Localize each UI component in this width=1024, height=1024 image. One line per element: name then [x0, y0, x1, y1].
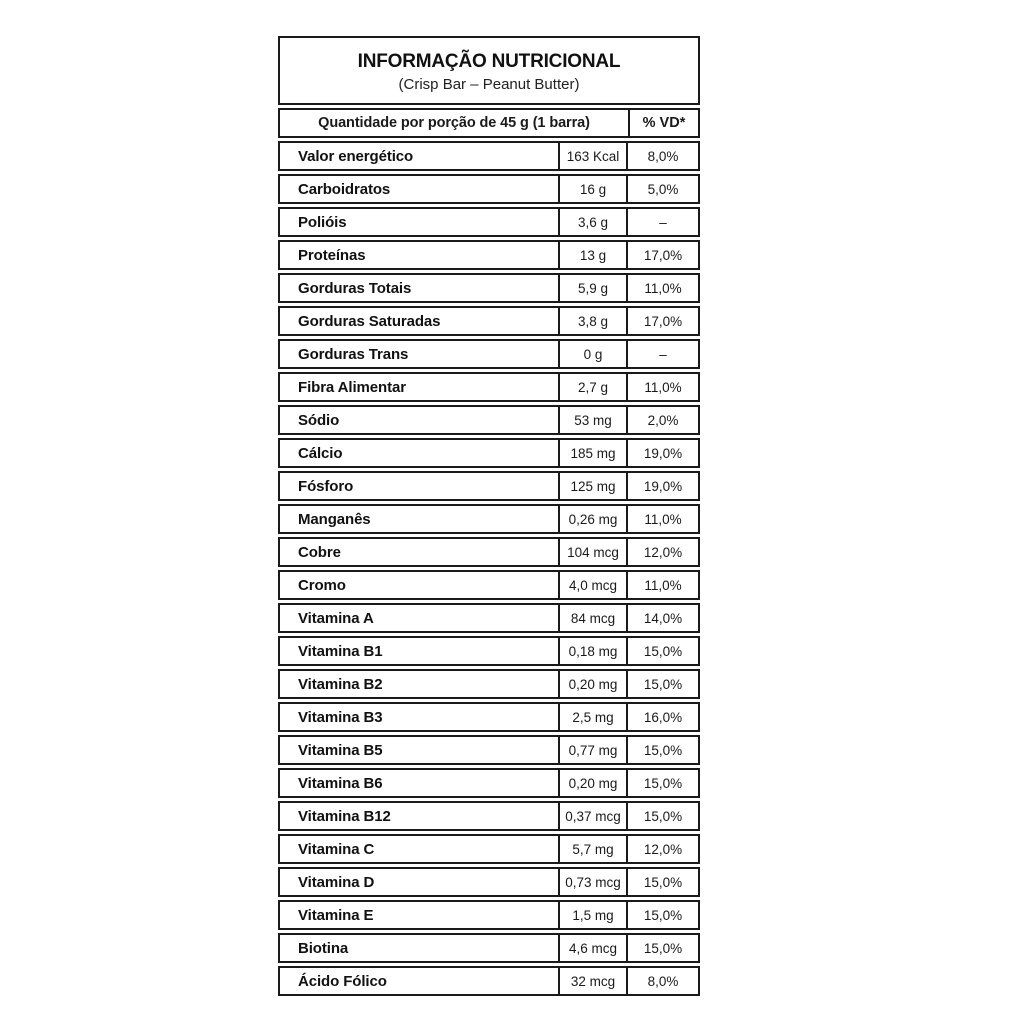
- nutrient-amount-cell: 2,7 g: [558, 374, 628, 400]
- nutrient-name-cell: Proteínas: [298, 246, 366, 264]
- daily-value-cell: 8,0%: [647, 148, 679, 164]
- nutrient-name-cell: Manganês: [298, 510, 371, 528]
- nutrient-amount-cell: 4,6 mcg: [558, 935, 628, 961]
- table-row: [278, 570, 700, 600]
- nutrient-amount-cell: 0,18 mg: [558, 638, 628, 664]
- table-row: [278, 867, 700, 897]
- nutrient-amount-cell: 0,37 mcg: [558, 803, 628, 829]
- daily-value-cell: 12,0%: [643, 544, 683, 560]
- daily-value-cell: 19,0%: [643, 478, 683, 494]
- daily-value-cell: 8,0%: [647, 973, 679, 989]
- nutrient-name-cell: Vitamina B6: [298, 774, 383, 792]
- daily-value-cell: 11,0%: [644, 280, 682, 296]
- daily-value-cell: 19,0%: [643, 445, 683, 461]
- nutrient-name-cell: Gorduras Totais: [298, 279, 412, 297]
- daily-value-cell: 11,0%: [644, 379, 682, 395]
- daily-value-cell: 2,0%: [647, 412, 679, 428]
- daily-value-cell: –: [659, 214, 667, 230]
- nutrient-amount-cell: 3,8 g: [558, 308, 628, 334]
- table-row: [278, 306, 700, 336]
- daily-value-cell: 15,0%: [643, 643, 683, 659]
- nutrient-amount-cell: 4,0 mcg: [558, 572, 628, 598]
- nutrient-amount-cell: 5,7 mg: [558, 836, 628, 862]
- table-row: [278, 207, 700, 237]
- daily-value-cell: 11,0%: [644, 577, 682, 593]
- table-row: [278, 471, 700, 501]
- table-row: [278, 933, 700, 963]
- daily-value-cell: 11,0%: [644, 511, 682, 527]
- table-row: [278, 405, 700, 435]
- nutrient-amount-cell: 0,20 mg: [558, 770, 628, 796]
- table-body: [278, 141, 700, 996]
- daily-value-cell: 14,0%: [643, 610, 683, 626]
- nutrient-amount-cell: 0,26 mg: [558, 506, 628, 532]
- nutrient-amount-cell: 16 g: [558, 176, 628, 202]
- nutrient-name-cell: Cobre: [298, 543, 341, 561]
- daily-value-cell: 17,0%: [643, 247, 683, 263]
- daily-value-cell: 15,0%: [643, 775, 683, 791]
- nutrient-amount-cell: 53 mg: [558, 407, 628, 433]
- nutrient-name-cell: Biotina: [298, 939, 349, 957]
- nutrient-name-cell: Vitamina C: [298, 840, 375, 858]
- title-box: [278, 36, 700, 105]
- table-row: [278, 801, 700, 831]
- nutrient-name-cell: Vitamina B1: [298, 642, 383, 660]
- nutrient-name-cell: Vitamina B12: [298, 807, 391, 825]
- nutrient-amount-cell: 84 mcg: [558, 605, 628, 631]
- table-row: [278, 702, 700, 732]
- nutrient-amount-cell: 1,5 mg: [558, 902, 628, 928]
- nutrient-amount-cell: 13 g: [558, 242, 628, 268]
- table-row: [278, 141, 700, 171]
- nutrient-name-cell: Vitamina B3: [298, 708, 383, 726]
- nutrient-name-cell: Gorduras Trans: [298, 345, 409, 363]
- daily-value-cell: 15,0%: [643, 874, 683, 890]
- nutrient-name-cell: Vitamina A: [298, 609, 374, 627]
- table-row: [278, 240, 700, 270]
- daily-value-header: % VD*: [628, 110, 698, 136]
- nutrient-amount-cell: 185 mg: [558, 440, 628, 466]
- table-row: [278, 603, 700, 633]
- table-row: [278, 966, 700, 996]
- nutrient-name-cell: Sódio: [298, 411, 340, 429]
- nutrition-facts-table: [278, 36, 700, 996]
- table-row: [278, 735, 700, 765]
- nutrient-amount-cell: 0,73 mcg: [558, 869, 628, 895]
- table-row: [278, 174, 700, 204]
- daily-value-cell: 15,0%: [643, 808, 683, 824]
- table-row: [278, 537, 700, 567]
- serving-size-header: Quantidade por porção de 45 g (1 barra): [318, 115, 590, 131]
- daily-value-cell: 15,0%: [643, 676, 683, 692]
- table-row: [278, 504, 700, 534]
- table-row: [278, 339, 700, 369]
- table-row: [278, 438, 700, 468]
- nutrient-name-cell: Vitamina E: [298, 906, 374, 924]
- nutrient-name-cell: Valor energético: [298, 147, 414, 165]
- daily-value-cell: 5,0%: [647, 181, 679, 197]
- nutrient-name-cell: Fibra Alimentar: [298, 378, 406, 396]
- table-title: INFORMAÇÃO NUTRICIONAL: [357, 50, 621, 72]
- daily-value-cell: 16,0%: [643, 709, 683, 725]
- nutrient-amount-cell: 32 mcg: [558, 968, 628, 994]
- table-row: [278, 900, 700, 930]
- daily-value-cell: 15,0%: [643, 742, 683, 758]
- nutrient-amount-cell: 0,20 mg: [558, 671, 628, 697]
- table-row: [278, 273, 700, 303]
- nutrient-name-cell: Polióis: [298, 213, 347, 231]
- table-row: [278, 768, 700, 798]
- nutrient-amount-cell: 0,77 mg: [558, 737, 628, 763]
- nutrient-amount-cell: 2,5 mg: [558, 704, 628, 730]
- daily-value-cell: 17,0%: [643, 313, 683, 329]
- daily-value-cell: 15,0%: [643, 940, 683, 956]
- table-subtitle: (Crisp Bar – Peanut Butter): [398, 75, 580, 93]
- nutrient-amount-cell: 5,9 g: [558, 275, 628, 301]
- nutrient-amount-cell: 0 g: [558, 341, 628, 367]
- daily-value-cell: 15,0%: [643, 907, 683, 923]
- table-row: [278, 636, 700, 666]
- daily-value-cell: –: [659, 346, 667, 362]
- nutrient-amount-cell: 163 Kcal: [558, 143, 628, 169]
- nutrient-name-cell: Ácido Fólico: [298, 972, 387, 990]
- table-row: [278, 834, 700, 864]
- nutrient-name-cell: Fósforo: [298, 477, 354, 495]
- nutrient-amount-cell: 104 mcg: [558, 539, 628, 565]
- nutrient-amount-cell: 125 mg: [558, 473, 628, 499]
- nutrient-name-cell: Cálcio: [298, 444, 343, 462]
- daily-value-cell: 12,0%: [643, 841, 683, 857]
- nutrient-name-cell: Cromo: [298, 576, 346, 594]
- nutrient-name-cell: Vitamina D: [298, 873, 375, 891]
- table-row: [278, 669, 700, 699]
- nutrient-name-cell: Gorduras Saturadas: [298, 312, 441, 330]
- table-header-row: [278, 108, 700, 138]
- nutrient-amount-cell: 3,6 g: [558, 209, 628, 235]
- nutrient-name-cell: Vitamina B5: [298, 741, 383, 759]
- nutrient-name-cell: Carboidratos: [298, 180, 391, 198]
- table-row: [278, 372, 700, 402]
- nutrient-name-cell: Vitamina B2: [298, 675, 383, 693]
